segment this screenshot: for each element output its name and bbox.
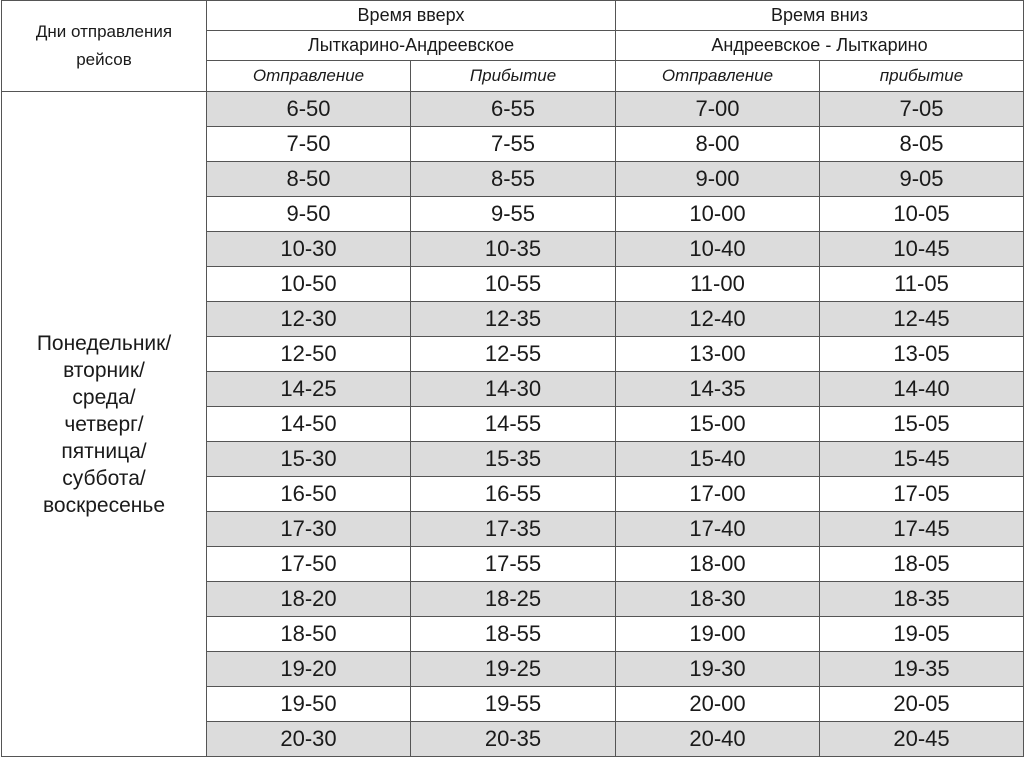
- up-arrival-time: 6-55: [411, 92, 616, 127]
- up-arrival-time: 17-35: [411, 512, 616, 547]
- down-departure-time: 15-40: [616, 442, 820, 477]
- down-arrival-time: 10-05: [820, 197, 1024, 232]
- up-departure-time: 16-50: [207, 477, 411, 512]
- down-arrival-time: 9-05: [820, 162, 1024, 197]
- up-departure-time: 14-50: [207, 407, 411, 442]
- down-departure-time: 7-00: [616, 92, 820, 127]
- day-label: воскресенье: [42, 493, 166, 517]
- day-label: суббота/: [62, 466, 146, 490]
- down-arrival-time: 19-05: [820, 617, 1024, 652]
- up-departure-time: 12-30: [207, 302, 411, 337]
- down-departure-time: 15-00: [616, 407, 820, 442]
- up-departure-time: 15-30: [207, 442, 411, 477]
- route-up-header: Лыткарино-Андреевское: [207, 31, 616, 61]
- up-departure-time: 12-50: [207, 337, 411, 372]
- down-arrival-time: 11-05: [820, 267, 1024, 302]
- up-arrival-time: 16-55: [411, 477, 616, 512]
- down-departure-time: 17-00: [616, 477, 820, 512]
- up-arrival-time: 10-35: [411, 232, 616, 267]
- table-row: [2, 92, 1024, 127]
- day-label: вторник/: [63, 358, 145, 382]
- up-departure-time: 14-25: [207, 372, 411, 407]
- up-departure-time: 18-20: [207, 582, 411, 617]
- up-arrival-time: 20-35: [411, 722, 616, 757]
- down-departure-time: 17-40: [616, 512, 820, 547]
- up-arrival-time: 18-55: [411, 617, 616, 652]
- down-arrival-time: 14-40: [820, 372, 1024, 407]
- up-arrival-time: 19-55: [411, 687, 616, 722]
- down-departure-header: Отправление: [616, 61, 820, 92]
- down-departure-time: 10-00: [616, 197, 820, 232]
- down-departure-time: 10-40: [616, 232, 820, 267]
- down-arrival-time: 18-35: [820, 582, 1024, 617]
- day-label: Понедельник/: [36, 331, 172, 355]
- up-departure-time: 6-50: [207, 92, 411, 127]
- route-down-header: Андреевское - Лыткарино: [616, 31, 1024, 61]
- up-departure-time: 17-50: [207, 547, 411, 582]
- down-departure-time: 9-00: [616, 162, 820, 197]
- down-arrival-time: 20-45: [820, 722, 1024, 757]
- down-departure-time: 8-00: [616, 127, 820, 162]
- down-departure-time: 13-00: [616, 337, 820, 372]
- up-arrival-time: 19-25: [411, 652, 616, 687]
- up-arrival-time: 14-30: [411, 372, 616, 407]
- days-of-week-cell: [2, 92, 207, 757]
- up-departure-header: Отправление: [207, 61, 411, 92]
- days-header: [2, 1, 207, 92]
- down-arrival-time: 8-05: [820, 127, 1024, 162]
- up-departure-time: 20-30: [207, 722, 411, 757]
- down-arrival-time: 13-05: [820, 337, 1024, 372]
- down-departure-time: 20-00: [616, 687, 820, 722]
- down-departure-time: 18-30: [616, 582, 820, 617]
- down-arrival-time: 20-05: [820, 687, 1024, 722]
- up-departure-time: 19-20: [207, 652, 411, 687]
- day-label: четверг/: [64, 412, 144, 436]
- up-departure-time: 10-30: [207, 232, 411, 267]
- up-departure-time: 9-50: [207, 197, 411, 232]
- down-arrival-time: 10-45: [820, 232, 1024, 267]
- time-up-header: Время вверх: [207, 1, 616, 31]
- up-arrival-time: 18-25: [411, 582, 616, 617]
- up-departure-time: 17-30: [207, 512, 411, 547]
- up-arrival-time: 10-55: [411, 267, 616, 302]
- up-arrival-time: 9-55: [411, 197, 616, 232]
- up-arrival-time: 12-55: [411, 337, 616, 372]
- schedule-table: [1, 0, 1024, 757]
- up-arrival-time: 17-55: [411, 547, 616, 582]
- down-departure-time: 11-00: [616, 267, 820, 302]
- up-departure-time: 8-50: [207, 162, 411, 197]
- up-departure-time: 18-50: [207, 617, 411, 652]
- days-header-line2: рейсов: [76, 50, 132, 69]
- down-arrival-time: 19-35: [820, 652, 1024, 687]
- up-arrival-time: 14-55: [411, 407, 616, 442]
- up-departure-time: 7-50: [207, 127, 411, 162]
- down-arrival-time: 17-45: [820, 512, 1024, 547]
- up-arrival-time: 15-35: [411, 442, 616, 477]
- up-arrival-time: 7-55: [411, 127, 616, 162]
- down-departure-time: 19-30: [616, 652, 820, 687]
- down-arrival-time: 12-45: [820, 302, 1024, 337]
- down-arrival-time: 17-05: [820, 477, 1024, 512]
- up-arrival-header: Прибытие: [411, 61, 616, 92]
- up-arrival-time: 8-55: [411, 162, 616, 197]
- up-departure-time: 10-50: [207, 267, 411, 302]
- down-arrival-time: 15-45: [820, 442, 1024, 477]
- up-arrival-time: 12-35: [411, 302, 616, 337]
- day-label: среда/: [72, 385, 136, 409]
- down-departure-time: 12-40: [616, 302, 820, 337]
- day-label: пятница/: [61, 439, 147, 463]
- down-arrival-time: 7-05: [820, 92, 1024, 127]
- days-header-line1: Дни отправления: [35, 22, 173, 41]
- down-departure-time: 18-00: [616, 547, 820, 582]
- down-departure-time: 14-35: [616, 372, 820, 407]
- down-arrival-time: 18-05: [820, 547, 1024, 582]
- down-departure-time: 19-00: [616, 617, 820, 652]
- down-arrival-header: прибытие: [820, 61, 1024, 92]
- schedule-body: [2, 92, 1024, 757]
- time-down-header: Время вниз: [616, 1, 1024, 31]
- down-arrival-time: 15-05: [820, 407, 1024, 442]
- down-departure-time: 20-40: [616, 722, 820, 757]
- up-departure-time: 19-50: [207, 687, 411, 722]
